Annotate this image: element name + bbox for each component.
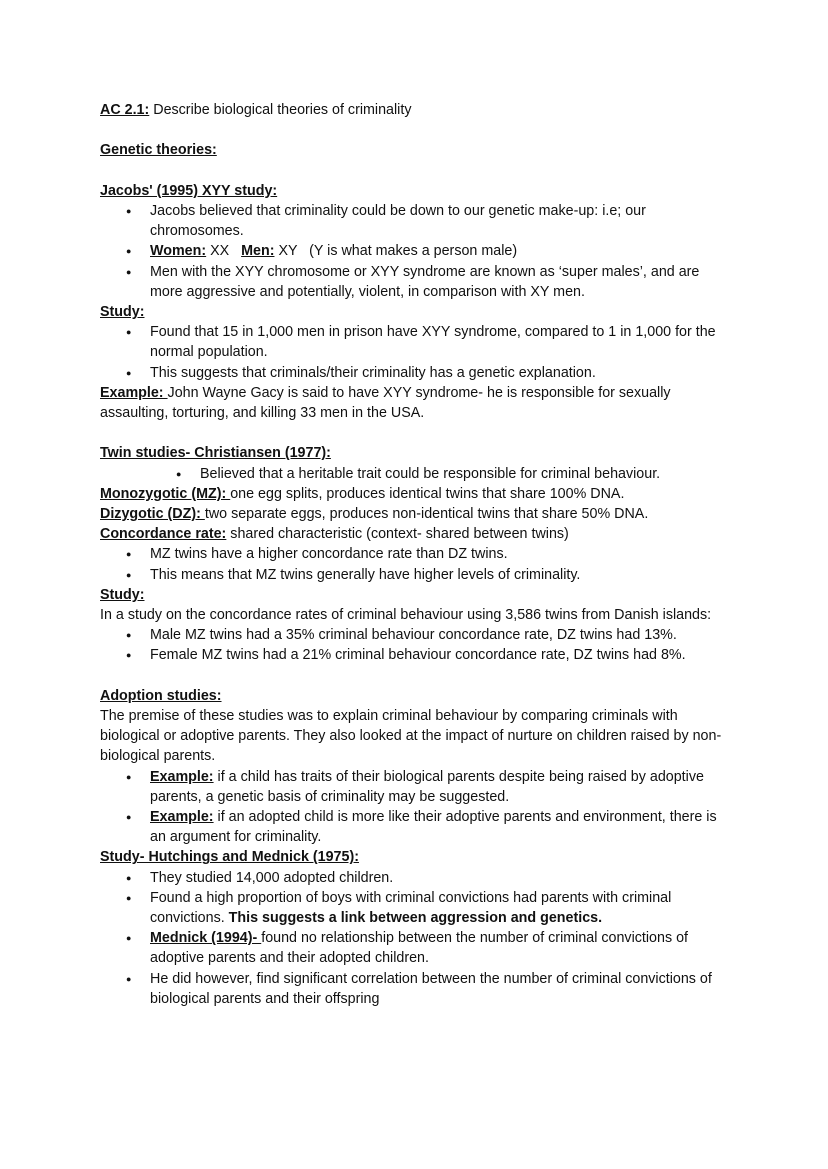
list-item: ● Found that 15 in 1,000 men in prison have XYY syndrome, compared to 1 in 1,000 for the normal population. <box>100 322 732 362</box>
document-page <box>100 100 732 1009</box>
twin-study-label: Study: <box>100 586 145 603</box>
list-item: ● Jacobs believed that criminality could be down to our genetic make-up: i.e; our chromosomes. <box>100 201 732 241</box>
adoption-heading: Adoption studies: <box>100 687 222 704</box>
list-item: ● Example: if an adopted child is more like their adoptive parents and environment, there is an argument for criminality. <box>100 807 732 847</box>
jacobs-list <box>100 201 732 302</box>
list-item: ● This suggests that criminals/their criminality has a genetic explanation. <box>100 363 732 383</box>
list-item: ● Men with the XYY chromosome or XYY syndrome are known as ‘super males’, and are more aggressive and potentially, violent, in comparison with XY men. <box>100 262 732 302</box>
ac-text: Describe biological theories of criminality <box>149 102 412 118</box>
list-item: ● Female MZ twins had a 21% criminal behaviour concordance rate, DZ twins had 8%. <box>100 645 732 665</box>
concordance-definition: Concordance rate: shared characteristic (context- shared between twins) <box>100 526 569 543</box>
adoption-examples-list <box>100 767 732 848</box>
twin-study-text: In a study on the concordance rates of criminal behaviour using 3,586 twins from Danish islands: <box>100 607 712 624</box>
list-item: ● Women: XX Men: XY (Y is what makes a person male) <box>100 241 732 261</box>
concordance-list <box>100 544 732 584</box>
hutchings-study-heading: Study- Hutchings and Mednick (1975): <box>100 849 359 866</box>
mz-definition: Monozygotic (MZ): one egg splits, produces identical twins that share 100% DNA. <box>100 485 625 502</box>
list-item: ● Example: if a child has traits of their biological parents despite being raised by adoptive parents, a genetic basis of criminality may be suggested. <box>100 767 732 807</box>
jacobs-heading: Jacobs' (1995) XYY study: <box>100 182 278 199</box>
jacobs-study-list <box>100 322 732 383</box>
list-item: ● MZ twins have a higher concordance rate than DZ twins. <box>100 544 732 564</box>
hutchings-study-list <box>100 868 732 1009</box>
list-item: ● Mednick (1994)- found no relationship between the number of criminal convictions of adoptive parents and their adopted children. <box>100 928 732 968</box>
dz-definition: Dizygotic (DZ): two separate eggs, produces non-identical twins that share 50% DNA. <box>100 506 649 523</box>
twin-studies-heading: Twin studies- Christiansen (1977): <box>100 445 331 462</box>
list-item: ● Male MZ twins had a 35% criminal behaviour concordance rate, DZ twins had 13%. <box>100 625 732 645</box>
list-item: ● Believed that a heritable trait could be responsible for criminal behaviour. <box>100 464 732 484</box>
jacobs-example: Example: John Wayne Gacy is said to have XYY syndrome- he is responsible for sexually assaulting, torturing, and killing 33 men in the USA. <box>100 384 671 422</box>
twin-belief-list <box>100 464 732 484</box>
list-item: ● Found a high proportion of boys with criminal convictions had parents with criminal convictions. This suggests a link between aggression and genetics. <box>100 888 732 928</box>
ac-label: AC 2.1: <box>100 102 150 118</box>
ac-line <box>100 100 732 120</box>
twin-results-list <box>100 625 732 665</box>
jacobs-study-label: Study: <box>100 304 145 320</box>
genetic-theories-heading: Genetic theories: <box>100 142 217 159</box>
list-item: ● They studied 14,000 adopted children. <box>100 868 732 888</box>
list-item: ● This means that MZ twins generally have higher levels of criminality. <box>100 565 732 585</box>
adoption-intro: The premise of these studies was to explain criminal behaviour by comparing criminals with biological or adoptive parents. They also looked at the impact of nurture on children raised by non-biological parents. <box>100 708 722 765</box>
list-item: ● He did however, find significant correlation between the number of criminal convictions of biological parents and their offspring <box>100 969 732 1009</box>
